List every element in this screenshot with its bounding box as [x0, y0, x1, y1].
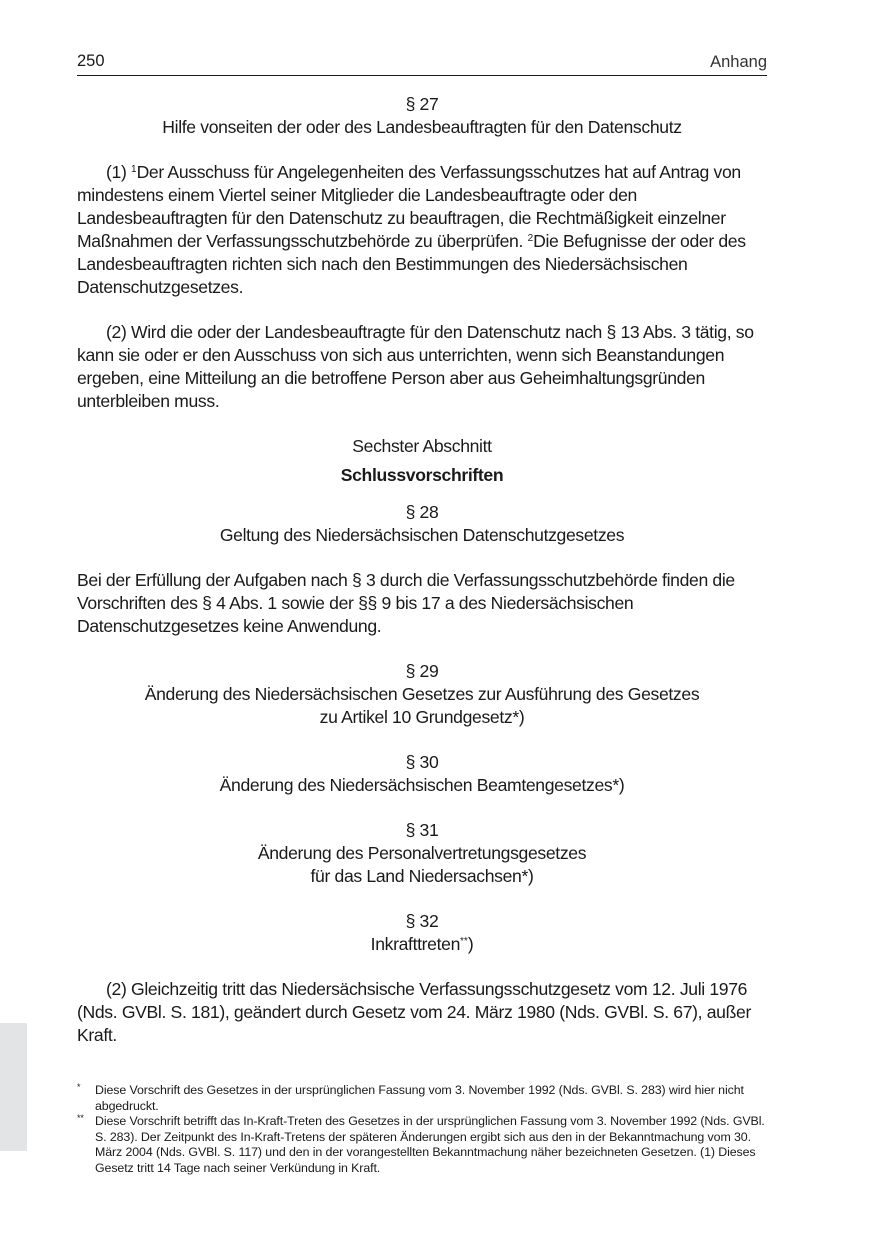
- section-27-number: § 27: [405, 94, 439, 114]
- footnote-mark: **: [77, 1113, 84, 1124]
- section-27-paragraph-2: (2) Wird die oder der Landesbeauftragte für den Datenschutz nach § 13 Abs. 3 tätig, so kann sie oder er den Ausschuss von sich aus unterrichten, wenn sich Beanstandungen ergeben, eine Mitteilung an die betroffene Person aber aus Geheimhaltungsgründen unterbleiben muss.: [77, 322, 754, 411]
- page-number: 250: [77, 52, 105, 70]
- section-28-number: § 28: [405, 502, 439, 522]
- thumb-index-tab: [0, 1023, 27, 1151]
- section-28-text: Bei der Erfüllung der Aufgaben nach § 3 durch die Verfassungsschutzbehörde finden die Vorschriften des § 4 Abs. 1 sowie der §§ 9 bis 17 a des Niedersächsischen Datenschutzgesetzes keine Anwendung.: [77, 570, 735, 636]
- sentence-number: 2: [527, 233, 534, 244]
- footnote-2: [77, 1114, 767, 1176]
- footnote-mark: *: [77, 1082, 81, 1092]
- footnote-text: Diese Vorschrift betrifft das In-Kraft-Treten des Gesetzes in der ursprünglichen Fassung vom 3. November 1992 (Nds. GVBl. S. 283). Der Zeitpunkt des In-Kraft-Tretens der späteren Änderungen ergibt sich aus den in der Bekanntmachung vom 30. März 2004 (Nds. GVBl. S. 117) und den in der vorangestellten Bekanntmachung näher bezeichneten Gesetzen. (1) Dieses Gesetz tritt 14 Tage nach seiner Verkündung in Kraft.: [95, 1114, 765, 1175]
- section-title: Anhang: [710, 53, 767, 71]
- running-header: [77, 50, 767, 76]
- section-31-number: § 31: [405, 820, 439, 840]
- section-31-title-line-1: Änderung des Personalvertretungsgesetzes: [257, 843, 587, 863]
- page-content: [77, 93, 767, 1047]
- footnotes: [77, 1083, 767, 1177]
- sentence-number: 1: [131, 164, 137, 175]
- footnote-text: Diese Vorschrift des Gesetzes in der ursprünglichen Fassung vom 3. November 1992 (Nds. GVBl. S. 283) wird hier nicht abgedruckt.: [95, 1083, 744, 1113]
- footnote-reference: **: [460, 936, 468, 947]
- chapter-label: Sechster Abschnitt: [352, 436, 492, 456]
- section-32-paragraph-2: (2) Gleichzeitig tritt das Niedersächsische Verfassungsschutzgesetz vom 12. Juli 1976 (Nds. GVBl. S. 181), geändert durch Gesetz vom 24. März 1980 (Nds. GVBl. S. 67), außer Kraft.: [77, 979, 751, 1045]
- footnote-1: [77, 1083, 767, 1114]
- section-27-title: Hilfe vonseiten der oder des Landesbeauftragten für den Datenschutz: [162, 117, 682, 137]
- section-30-number: § 30: [405, 752, 439, 772]
- section-32-number: § 32: [405, 911, 439, 931]
- chapter-title: Schlussvorschriften: [340, 465, 504, 485]
- section-29-title-line-1: Änderung des Niedersächsischen Gesetzes zur Ausführung des Gesetzes: [144, 684, 700, 704]
- section-27-paragraph-1: (1) $^1$Der Ausschuss für Angelegenheiten des Verfassungsschutzes hat auf Antrag von mindestens einem Viertel seiner Mitglieder die Landesbeauftragte oder den Landesbeauftragten für den Datenschutz zu beauftragen, die Rechtmäßigkeit einzelner Maßnahmen der Verfassungsschutzbehörde zu überprüfen. $^2$Die Befugnisse der oder des Landesbeauftragten richten sich nach den Bestimmungen des Niedersächsischen Datenschutzgesetzes.: [77, 162, 746, 297]
- section-28-title: Geltung des Niedersächsischen Datenschutzgesetzes: [219, 525, 625, 545]
- section-31-title-line-2: für das Land Niedersachsen*): [310, 866, 534, 886]
- section-32-title: Inkrafttreten**): [370, 934, 474, 954]
- section-29-title-line-2: zu Artikel 10 Grundgesetz*): [319, 707, 525, 727]
- section-29-number: § 29: [405, 661, 439, 681]
- section-30-title: Änderung des Niedersächsischen Beamtengesetzes*): [219, 775, 625, 795]
